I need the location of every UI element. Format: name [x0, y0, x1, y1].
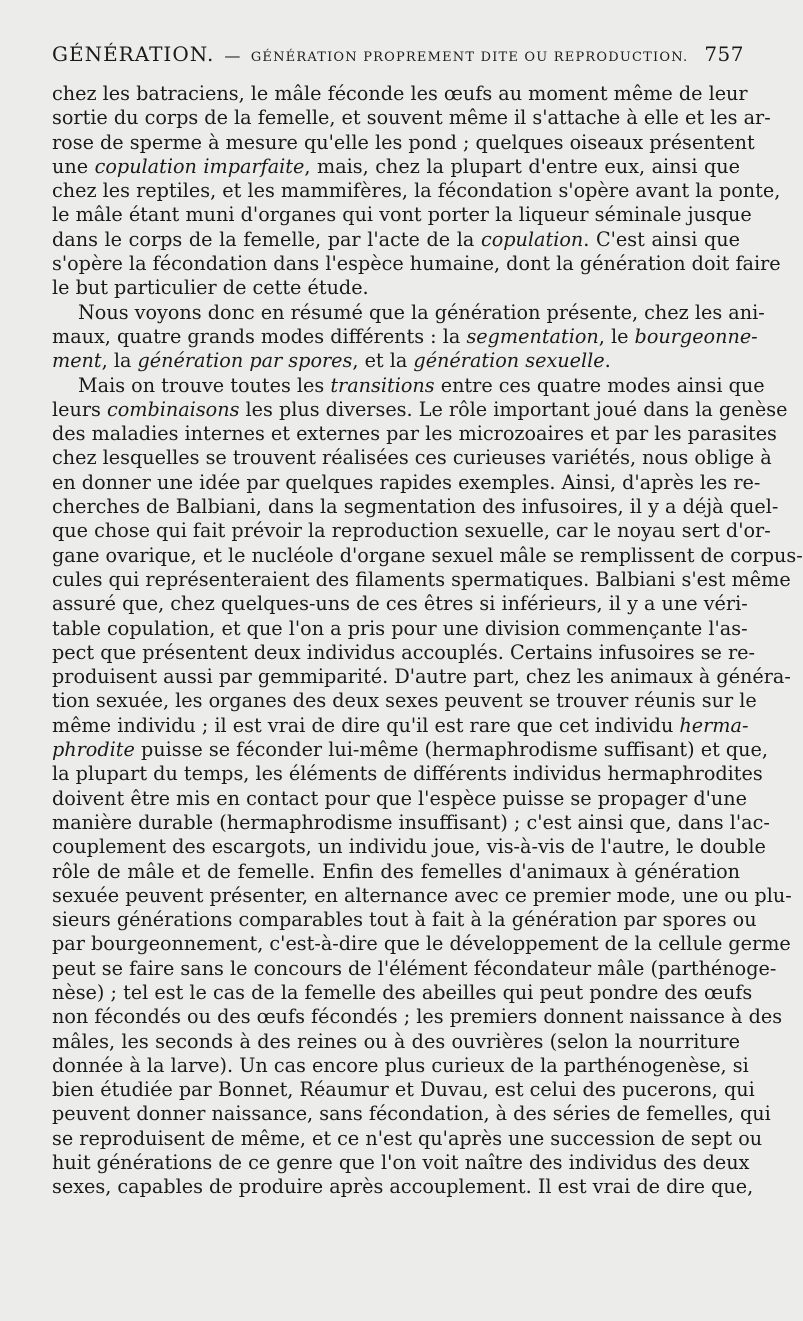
text-run: les plus diverses. Le rôle important joué dans la genèse [239, 397, 788, 421]
text-line: peut se faire sans le concours de l'élément fécondateur mâle (parthénoge- [52, 956, 777, 980]
text-line [52, 397, 788, 422]
italic-term: transitions [330, 373, 435, 397]
italic-term: phrodite [52, 738, 135, 762]
text-line: produisent aussi par gemmiparité. D'autre part, chez les animaux à généra- [52, 665, 791, 689]
italic-term: génération par spores [137, 349, 353, 373]
text-line: bien étudiée par Bonnet, Réaumur et Duvau, est celui des pucerons, qui [52, 1078, 755, 1102]
italic-term: ment [52, 349, 102, 373]
text-line: tion sexuée, les organes des deux sexes peuvent se trouver réunis sur le [52, 689, 757, 713]
text-line: sexuée peuvent présenter, en alternance avec ce premier mode, une ou plu- [52, 883, 792, 907]
italic-term: génération sexuelle [413, 349, 605, 373]
text-run: . C'est ainsi que [583, 227, 740, 251]
text-line: donnée à la larve). Un cas encore plus curieux de la parthénogenèse, si [52, 1053, 749, 1077]
text-line: par bourgeonnement, c'est-à-dire que le développement de la cellule germe [52, 932, 791, 956]
text-line [52, 738, 768, 762]
text-line: non fécondés ou des œufs fécondés ; les premiers donnent naissance à des [52, 1005, 783, 1029]
text-line: gane ovarique, et le nucléole d'organe sexuel mâle se remplissent de corpus- [52, 543, 803, 567]
text-line [52, 228, 740, 252]
header-title-group [52, 42, 688, 66]
italic-term: herma- [679, 713, 749, 737]
text-line: se reproduisent de même, et ce n'est qu'après une succession de sept ou [52, 1126, 763, 1150]
text-line [52, 155, 740, 179]
italic-term: copulation [480, 227, 584, 251]
text-line: couplement des escargots, un individu joue, vis-à-vis de l'autre, le double [52, 835, 766, 859]
text-run: leurs [52, 397, 107, 421]
text-line: assuré que, chez quelques-uns de ces êtres si inférieurs, il y a une véri- [52, 592, 748, 616]
text-run: , le [598, 324, 635, 348]
italic-term: segmentation [466, 324, 599, 348]
text-run: , et la [352, 349, 414, 373]
text-line: pect que présentent deux individus accouplés. Certains infusoires se re- [52, 640, 756, 664]
text-line [52, 713, 749, 738]
italic-term: copulation imparfaite [94, 154, 305, 178]
text-line: mâles, les seconds à des reines ou à des ouvrières (selon la nourriture [52, 1029, 740, 1053]
text-line [52, 324, 758, 349]
text-line: cherches de Balbiani, dans la segmentation des infusoires, il y a déjà quel- [52, 495, 779, 519]
text-line: la plupart du temps, les éléments de différents individus hermaphrodites [52, 762, 763, 786]
text-line: Nous voyons donc en résumé que la génération présente, chez les ani- [78, 300, 765, 324]
text-line: nèse) ; tel est le cas de la femelle des abeilles qui peut pondre des œufs [52, 980, 753, 1004]
text-run: , mais, chez la plupart d'entre eux, ainsi que [304, 154, 741, 178]
text-line: rose de sperme à mesure qu'elle les pond ; quelques oiseaux présentent [52, 130, 755, 154]
text-run: , la [101, 349, 138, 373]
text-run: . [604, 349, 611, 373]
text-line: manière durable (hermaphrodisme insuffisant) ; c'est ainsi que, dans l'ac- [52, 810, 770, 834]
text-line: doivent être mis en contact pour que l'espèce puisse se propager d'une [52, 786, 747, 810]
text-run: maux, quatre grands modes différents : la [52, 324, 467, 348]
text-line: le mâle étant muni d'organes qui vont porter la liqueur séminale jusque [52, 203, 752, 227]
text-run: une [52, 154, 95, 178]
text-line: sexes, capables de produire après accouplement. Il est vrai de dire que, [52, 1175, 754, 1199]
italic-term: bourgeonne- [634, 324, 758, 348]
text-line: chez lesquelles se trouvent réalisées ces curieuses variétés, nous oblige à [52, 446, 772, 470]
text-line [52, 373, 765, 398]
text-line: s'opère la fécondation dans l'espèce humaine, dont la génération doit faire [52, 252, 781, 276]
text-run: Mais on trouve toutes les [78, 373, 331, 397]
page-number: 757 [704, 42, 744, 66]
text-run: entre ces quatre modes ainsi que [434, 373, 765, 397]
italic-term: combinaisons [106, 397, 240, 421]
text-line: chez les reptiles, et les mammifères, la fécondation s'opère avant la ponte, [52, 179, 781, 203]
section-subtitle: GÉNÉRATION PROPREMENT DITE OU REPRODUCTION. [250, 50, 689, 65]
header-dash: — [224, 46, 241, 65]
text-run: même individu ; il est vrai de dire qu'il est rare que cet individu [52, 713, 680, 737]
chapter-title: GÉNÉRATION. [52, 42, 215, 66]
text-line [52, 349, 740, 373]
text-line: table copulation, et que l'on a pris pour une division commençante l'as- [52, 616, 748, 640]
text-line: chez les batraciens, le mâle féconde les œufs au moment même de leur [52, 82, 748, 105]
text-line: en donner une idée par quelques rapides exemples. Ainsi, d'après les re- [52, 470, 761, 494]
text-line: rôle de mâle et de femelle. Enfin des femelles d'animaux à génération [52, 859, 740, 883]
text-line: sieurs générations comparables tout à fait à la génération par spores ou [52, 908, 757, 932]
text-line: huit générations de ce genre que l'on voit naître des individus des deux [52, 1151, 750, 1175]
text-line: peuvent donner naissance, sans fécondation, à des séries de femelles, qui [52, 1102, 771, 1126]
text-line: des maladies internes et externes par les microzoaires et par les parasites [52, 422, 777, 446]
text-run: puisse se féconder lui-même (hermaphrodisme suffisant) et que, [134, 738, 768, 762]
text-line: sortie du corps de la femelle, et souvent même il s'attache à elle et les ar- [52, 106, 771, 130]
text-line: le but particulier de cette étude. [52, 276, 369, 300]
text-line: que chose qui fait prévoir la reproduction sexuelle, car le noyau sert d'or- [52, 519, 771, 543]
text-line: cules qui représenteraient des filaments spermatiques. Balbiani s'est même [52, 567, 791, 591]
text-run: dans le corps de la femelle, par l'acte de la [52, 227, 481, 251]
body-text [52, 82, 803, 1200]
running-header [52, 42, 744, 82]
